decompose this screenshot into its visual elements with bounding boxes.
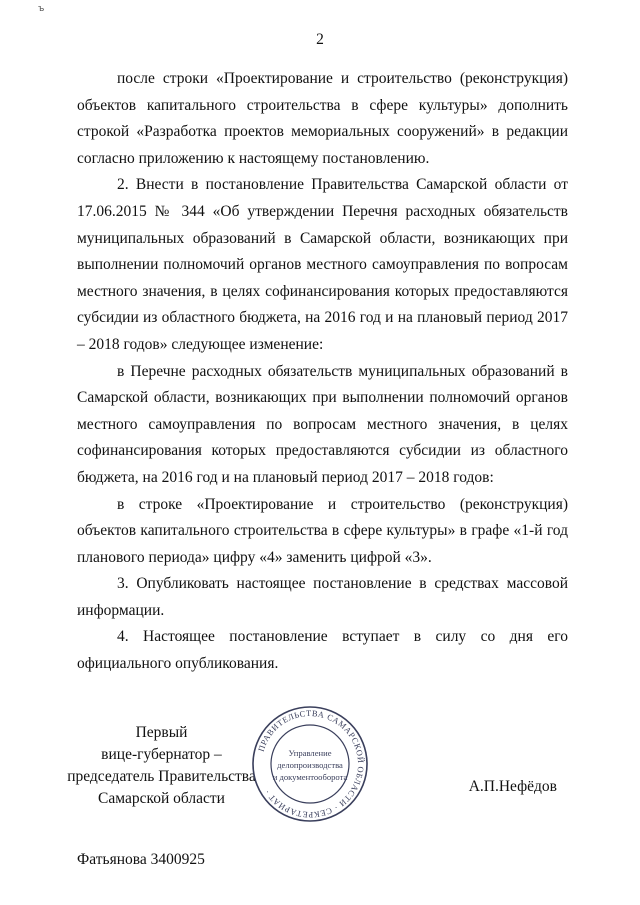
page-number: 2 [316,31,324,48]
paragraph-item-3: 3. Опубликовать настоящее постановление в средствах массовой информации. [77,575,568,619]
paragraph-item-2-detail: в Перечне расходных обязательств муниципальных образований в Самарской области, возникающих при выполнении полномочий органов местного самоуправления по вопросам местного значения, в целях софинансирования которых предоставляются субсидии из областного бюджета, на 2016 год и на плановый период 2017 – 2018 годов: [77,362,568,486]
stamp-inner-text: и документооборота [272,772,348,782]
signer-name: А.П.Нефёдов [468,778,557,795]
signatory-title-line: председатель Правительства [67,768,256,785]
stamp-inner-text: делопроизводства [277,760,343,770]
paragraph-item-4: 4. Настоящее постановление вступает в силу со дня его официального опубликования. [77,628,568,673]
signatory-title-line: Первый [135,724,188,741]
paragraph-item-2-change: в строке «Проектирование и строительство (реконструкция) объектов капитального строительства в сфере культуры» в графе «1-й год планового периода» цифру «4» заменить цифрой «3». [77,495,568,566]
stamp-inner-text: Управление [288,748,332,758]
document-body [77,66,568,678]
paragraph-item-2: 2. Внести в постановление Правительства Самарской области от 17.06.2015 № 344 «Об утверждении Перечня расходных обязательств муниципальных образований в Самарской области, возникающих при выполнении полномочий органов местного самоуправления по вопросам местного значения, в целях софинансирования которых предоставляются субсидии из областного бюджета, на 2016 год и на плановый период 2017 – 2018 годов» следующее изменение: [77,176,568,353]
signatory-title-line: Самарской области [98,790,225,807]
paragraph-continuation: после строки «Проектирование и строительство (реконструкция) объектов капитального строительства в сфере культуры» дополнить строкой «Разработка проектов мемориальных сооружений» в редакции согласно приложению к настоящему постановлению. [77,70,568,167]
stamp-ring-text: ПРАВИТЕЛЬСТВА САМАРСКОЙ ОБЛАСТИ · СЕКРЕТАРИАТ · [256,708,366,820]
signatory-title [60,722,263,810]
signatory-title-line: вице-губернатор – [101,746,222,763]
corner-mark: ъ [38,4,45,14]
official-stamp [250,704,370,824]
executor-contact: Фатьянова 3400925 [77,851,205,868]
